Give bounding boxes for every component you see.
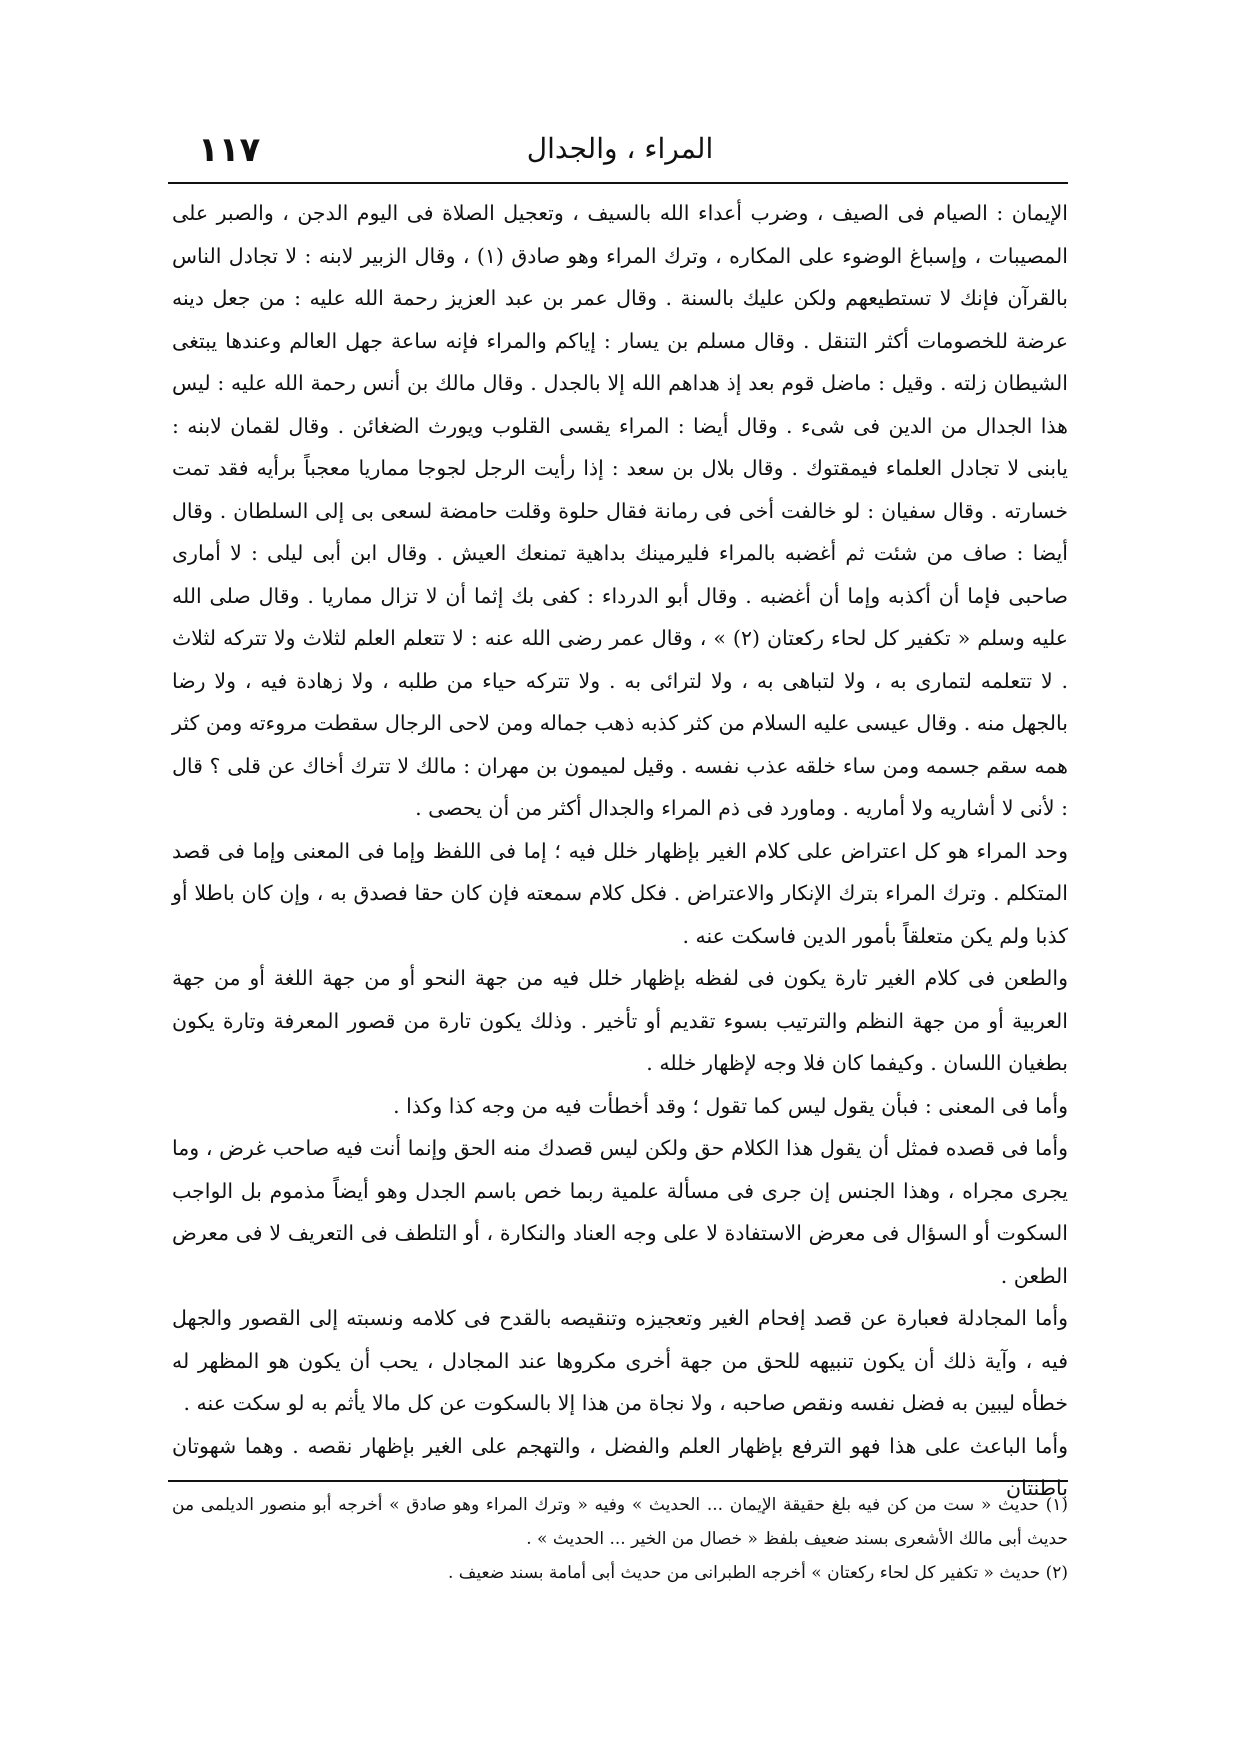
paragraph: وأما المجادلة فعبارة عن قصد إفحام الغير وتعجيزه وتنقيصه بالقدح فى كلامه ونسبته إلى القصور والجهل فيه ، وآية ذلك أن يكون تنبيهه للحق من جهة أخرى مكروها عند المجادل ، يحب أن يكون هو المظهر له خطأه ليبين به فضل نفسه ونقص صاحبه ، ولا نجاة من هذا إلا بالسكوت عن كل مالا يأثم به لو سكت عنه . (172, 1306, 1068, 1415)
running-title: المراء ، والجدال (526, 132, 714, 165)
paragraph: وحد المراء هو كل اعتراض على كلام الغير بإظهار خلل فيه ؛ إما فى اللفظ وإما فى المعنى وإما فى قصد المتكلم . وترك المراء بترك الإنكار والاعتراض . فكل كلام سمعته فإن كان حقا فصدق به ، وإن كان باطلا أو كذبا ولم يكن متعلقاً بأمور الدين فاسكت عنه . (172, 838, 1068, 948)
footnotes (172, 1488, 1068, 1590)
footnote-rule (168, 1480, 1068, 1482)
paragraph: وأما فى قصده فمثل أن يقول هذا الكلام حق ولكن ليس قصدك منه الحق وإنما أنت فيه صاحب غرض ، وما يجرى مجراه ، وهذا الجنس إن جرى فى مسألة علمية ربما خص باسم الجدل وهو أيضاً مذموم بل الواجب السكوت أو السؤال فى معرض الاستفادة لا على وجه العناد والنكارة ، أو التلطف فى التعريف لا فى معرض الطعن . (172, 1136, 1068, 1288)
paragraph: وأما فى المعنى : فبأن يقول ليس كما تقول ؛ وقد أخطأت فيه من وجه كذا وكذا . (393, 1093, 1068, 1118)
footnote: (٢) حديث « تكفير كل لحاء ركعتان » أخرجه الطبرانى من حديث أبى أمامة بسند ضعيف . (447, 1563, 1068, 1583)
header-rule (168, 182, 1068, 184)
footnote: (١) حديث « ست من كن فيه بلغ حقيقة الإيمان ... الحديث » وفيه « وترك المراء وهو صادق » أخرجه أبو منصور الديلمى من حديث أبى مالك الأشعرى بسند ضعيف بلفظ « خصال من الخير ... الحديث » . (172, 1495, 1068, 1549)
main-text (172, 192, 1068, 1510)
paragraph: وأما الباعث على هذا فهو الترفع بإظهار العلم والفضل ، والتهجم على الغير بإظهار نقصه . وهما شهوتان باطنتان (172, 1433, 1068, 1500)
page-header (168, 130, 1072, 180)
paragraph: والطعن فى كلام الغير تارة يكون فى لفظه بإظهار خلل فيه من جهة النحو أو من جهة اللغة أو من جهة العربية أو من جهة النظم والترتيب بسوء تقديم أو تأخير . وذلك يكون تارة من قصور المعرفة وتارة يكون بطغيان اللسان . وكيفما كان فلا وجه لإظهار خلله . (172, 966, 1068, 1075)
paragraph: الإيمان : الصيام فى الصيف ، وضرب أعداء الله بالسيف ، وتعجيل الصلاة فى اليوم الدجن ، والصبر على المصيبات ، وإسباغ الوضوء على المكاره ، وترك المراء وهو صادق (١) ، وقال الزبير لابنه : لا تجادل الناس بالقرآن فإنك لا تستطيعهم ولكن عليك بالسنة . وقال عمر بن عبد العزيز رحمة الله عليه : من جعل دينه عرضة للخصومات أكثر التنقل . وقال مسلم بن يسار : إياكم والمراء فإنه ساعة جهل العالم وعندها يبتغى الشيطان زلته . وقيل : ماضل قوم بعد إذ هداهم الله إلا بالجدل . وقال مالك بن أنس رحمة الله عليه : ليس هذا الجدال من الدين فى شىء . وقال أيضا : المراء يقسى القلوب ويورث الضغائن . وقال لقمان لابنه : يابنى لا تجادل العلماء فيمقتوك . وقال بلال بن سعد : إذا رأيت الرجل لجوجا مماريا معجباً برأيه فقد تمت خسارته . وقال سفيان : لو خالفت أخى فى رمانة فقال حلوة وقلت حامضة لسعى بى إلى السلطان . وقال أيضا : صاف من شئت ثم أغضبه بالمراء فليرمينك بداهية تمنعك العيش . وقال ابن أبى ليلى : لا أمارى صاحبى فإما أن أكذبه وإما أن أغضبه . وقال أبو الدرداء : كفى بك إثما أن لا تزال مماريا . وقال صلى الله عليه وسلم « تكفير كل لحاء ركعتان (٢) » ، وقال عمر رضى الله عنه : لا تتعلم العلم لثلاث ولا تتركه لثلاث . لا تتعلمه لتمارى به ، ولا لتباهى به ، ولا لترائى به . ولا تتركه حياء من طلبه ، ولا زهادة فيه ، ولا رضا بالجهل منه . وقال عيسى عليه السلام من كثر كذبه ذهب جماله ومن لاحى الرجال سقطت مروءته ومن كثر همه سقم جسمه ومن ساء خلقه عذب نفسه . وقيل لميمون بن مهران : مالك لا تترك أخاك عن قلى ؟ قال : لأنى لا أشاريه ولا أماريه . وماورد فى ذم المراء والجدال أكثر من أن يحصى . (172, 201, 1069, 820)
page-number: ١١٧ (198, 130, 261, 170)
